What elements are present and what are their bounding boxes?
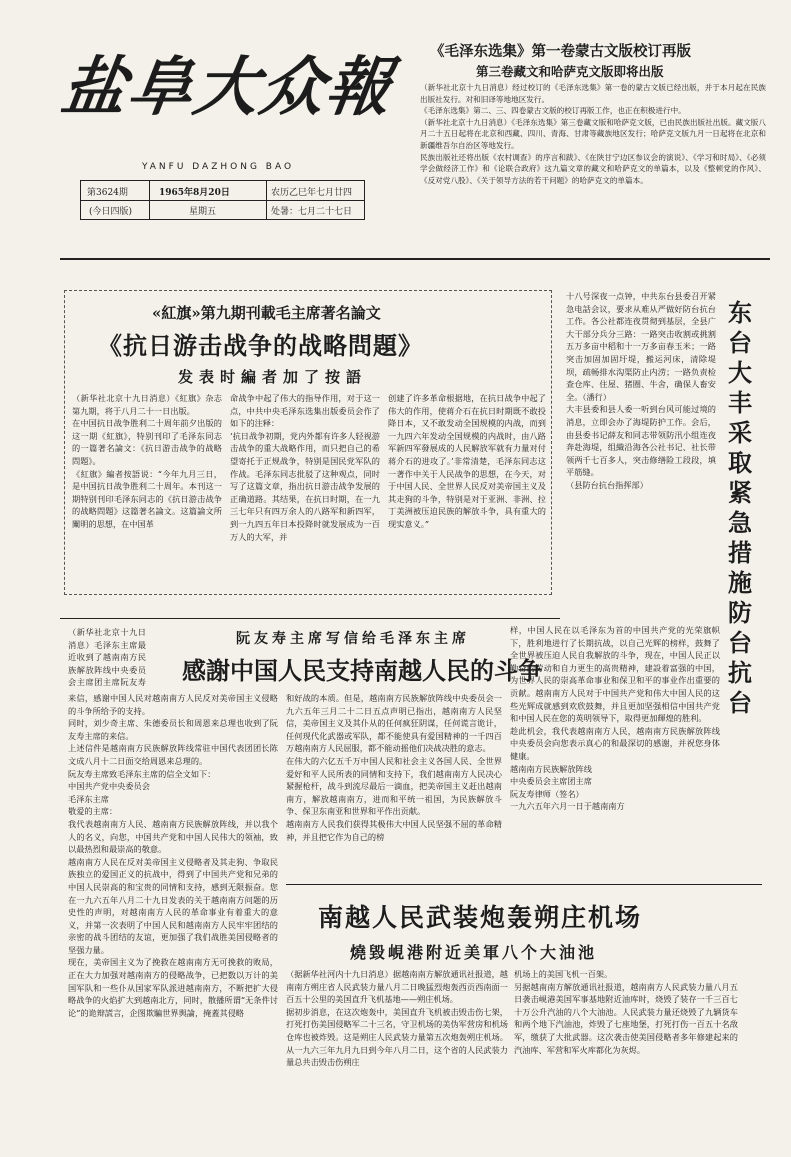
masthead-title: 盐阜大众報 (57, 50, 398, 125)
article-guerrilla-col3: 创建了许多革命根据地，在抗日战争中起了伟大的作用，使蒋介石在抗日时期既不敢投降日本，又不敢发动全国规模的内战，而到一九四六年发动全国规模的内战时，由八路军新四军發展成的人民解放军就有力量对付蒋介石的进攻了。’非常清楚，毛泽东同志这一著作中关于人民战争的思想，在今天，对于中国人民、全世界人民反对美帝国主义及其走狗的斗争，特别是对于亚洲、非洲、拉丁美洲被压迫民族的解放斗争，具有重大的现实意义。” (388, 393, 546, 529)
issue-number: 第3624期 (87, 188, 128, 198)
article-soc-trang-col1: （据新华社河内十九日消息）据越南南方解放通讯社报道，越南南方朔庄省人民武装力量八月二日晚猛烈炮轰西贡西南面一百五十公里的美国直升飞机基地——朔庄机场。 据初步消息，在这次炮轰中，美国直升飞机被击毁击伤七架，打死打伤美国侵略军二十三名，守卫机场的美伪军营房和机场仓库也被炸毁。这是朔庄人民武装力量第五次炮轰朔庄机场。从一九六三年九月九日到今年八月二日，这个省的人民武装力量总共击毁击伤朔庄 (286, 969, 508, 1068)
article-selected-works-body: （新华社北京十九日消息）经过校订的《毛泽东选集》第一卷的蒙古文版已经出版，并于本月起在民族出版社发行。对和旧译等地地区发行。 《毛泽东选集》第二、三、四卷蒙古文版的校订再版工作，也正在积极进行中。 （新华社北京十九日消息）《毛泽东选集》第三卷藏文版和哈萨克文版，已由民族出版社出版。藏文版八月二十五日起将在北京和西藏、四川、青海、甘肃等藏族地区发行；哈萨克文版九月一日起将在北京和新疆维吾尔自治区等地发行。 民族出版社还将出版《农村调查》的序言和跋》、《在陕甘宁边区参议会的演说》、《学习和时局》、《必须学会做经济工作》和《论联合政府》这九篇文章的藏文和哈萨克文的单篇本，以及《整顿党的作风》、《反对党八股》、《关于领导方法的若干问题》的哈萨克文的单篇本。 (420, 83, 766, 185)
article-thanks-col1: 来信，感谢中国人民对越南南方人民反对美帝国主义侵略的斗争所给予的支持。 同时，刘少奇主席、朱德委员长和周恩来总理也收到了阮友寿主席的来信。 上述信件是越南南方民族解放阵线常驻中国代表团团长陈文成八月十二日面交给周恩来总理的。 阮友寿主席致毛泽东主席的信全文如下： 中国共产党中央委员会 毛泽东主席 敬爱的主席： 我代表越南南方人民、越南南方民族解放阵线，并以我个人的名义，向您，中国共产党和中国人民伟大的领袖，致以最热烈和最崇高的敬意。 越南南方人民在反对美帝国主义侵略者及其走狗、争取民族独立的爱国正义的抗战中，得到了中国共产党和兄弟的中国人民崇高的和宝贵的同情和支持，感到无限振奋。您在一九六五年八月二十九日发表的关于越南南方问题的历史性的声明，对越南南方人民的革命事业有着重大的意义，并第一次表明了中国人民和越南南方人民牢牢团结的亲密的战斗团结的友谊，更加强了我们战胜美国侵略者的坚强力量。 现在，美帝国主义为了挽救在越南南方无可挽救的败局，正在大力加强对越南南方的侵略战争，已把数以万计的美国军队和一些仆从国家军队派进越南南方，不断把扩大侵略战争的火焰扩大到越南北方，同时，散播所谓“无条件讨论”的诡辩謊言，企图欺騙世界舆論，掩蓋其侵略 (68, 693, 278, 1018)
article-typhoon-body: 十八号深夜一点钟，中共东台县委召开紧急电話会议，要求从难从严做好防台抗台工作。各公社都连夜贯彻到基层，全县广大干部分兵分三路：一路突击收割或挑割五万多亩中稻和十一万多亩春玉米；一路突击加固加固圩堤，搬运河床，清除堤坝，疏畅排水沟渠防止内涝；一路负责检查仓库、住屋、猪圈、牛舍，确保人畜安全。（潘行） 大丰县委和县人委一听到台风可能过境的消息，立即会办了海堤防护工作。会后，由县委书记薛友和同志带领防汛小组连夜奔赴海堤，组織沿海各公社书记、社长带领两千七百多人，突击修缮险工段段，填平筋缝。 （县防台抗台指挥部） (566, 291, 716, 490)
masthead-pinyin: YANFU DAZHONG BAO (141, 162, 295, 172)
kicker-hongqi: «紅旗»第九期刊載毛主席著名論文 (152, 304, 381, 322)
headline-typhoon: 东台大丰采取紧急措施防台抗台 (728, 298, 752, 717)
lunar-date: 农历乙巳年七月廿四 (271, 188, 353, 198)
headline-guerrilla-war: 《抗日游击战争的战略問題》 (98, 331, 423, 360)
kicker-ruan-letter: 阮友寿主席写信给毛泽东主席 (236, 631, 470, 647)
solar-term: 处暑：七月二十七日 (271, 207, 353, 217)
subhead-da-nang-oil: 燒毀峴港附近美軍八个大油池 (350, 943, 598, 962)
headline-thanks-china: 感謝中国人民支持南越人民的斗争 (182, 656, 542, 685)
issue-box (80, 180, 365, 220)
article-soc-trang-col2: 机场上的美国飞机一百架。 另据越南南方解放通讯社报道，越南南方人民武装力量八月五日袭击峴港美国军事基地附近油库时，烧毁了装存一千三百七十万公升汽油的八个大油池。人民武装力量还烧毁了九辆货车和两个地下汽油池，炸毁了七座地堡，打死打伤一百五十名敌军，缴获了大批武器。这次袭击使美国侵略者多年修建起来的汽油库、军营和军火库都化为灰烬。 (514, 969, 738, 1055)
headline-mao-selected-works: 《毛泽东选集》第一卷蒙古文版校订再版 (430, 43, 691, 60)
weekday: 星期五 (189, 207, 217, 217)
article-guerrilla-col2: 命战争中起了伟大的指导作用，对于这一点，中共中央毛泽东选集出版委员会作了如下的注释： ‘抗日战争初期，党内外都有许多人轻视游击战争的重大战略作用，而只把自己的希望寄托于正规战争，特别是国民党军队的作战。毛泽东同志批驳了这种观点，同时写了这篇文章，指出抗日游击战争发展的正确道路。其结果，在抗日时期，在一九三七年只有四万余人的八路军和新四军，到一九四五年日本投降时就发展成为一百万人的大军，并 (230, 393, 380, 542)
subhead-editor-note: 发表时編者加了按語 (178, 368, 368, 386)
headline-soc-trang: 南越人民武装炮轰朔庄机场 (318, 903, 643, 932)
issue-date: 1965年8月20日 (159, 188, 230, 198)
article-thanks-col3: 样，中国人民在以毛泽东为首的中国共产党的光荣旗帜下，胜利地进行了长期抗战，以自己光辉的榜样，鼓舞了全世界被压迫人民自我解放的斗争，现在，中国人民正以勤奋的劳动和自力更生的高贵精神，建設着富强的中国，为世界人民的崇高革命事业和保卫和平的事业作出重要的贡献。越南南方人民对于中国共产党和伟大中国人民的这些光辉成就感到欢欣鼓舞，并且更加坚强相信中国共产党和中国人民在您的英明领导下，取得更加輝煌的胜利。 趁此机会，我代表越南南方人民，越南南方民族解放阵线中央委员会向您表示真心的和最深切的感谢，并祝您身体健康。 越南南方民族解放阵线 中央委员会主席团主席 阮友寿律师（签名） 一九六五年六月一日于越南南方 (510, 625, 720, 812)
page-count: (今日四版) (89, 207, 133, 217)
article-guerrilla-col1: （新华社北京十九日消息）《紅旗》杂志第九期，将于八月二十一日出版。 在中国抗日战争胜利二十周年前夕出版的这一期《紅旗》，特别刊印了毛泽东同志的一篇著名論文：《抗日游击战争的战略問題》。 《紅旗》編者按語说：“今年九月三日，是中国抗日战争胜利二十周年。本刊这一期特别刊印毛泽东同志的《抗日游击战争的战略問題》这篇著名論文。这篇論文所闡明的思想，在中国革 (72, 393, 222, 529)
article-thanks-col2: 和好战的本质。但是，越南南方民族解放阵线中央委员会一九六五年三月二十二日五点声明已指出，越南南方人民坚信，美帝国主义及其仆从的任何疯狂阴谋，任何谎言诡计，任何现代化武器或军队，都不能使具有爱国精神的一千四百万越南南方人民屈服，都不能动摇他们决战决胜的意志。 在伟大的六亿五千万中国人民和社会主义各国人民、全世界爱好和平人民所表的同情和支持下，我们越南南方人民决心紧握枪杆，战斗到流尽最后一滴血，把美帝国主义赶出越南南方，解放越南南方，进而和平统一祖国，为民族解放斗争、保卫东南亚和世界和平作出贡献。 越南南方人民我们获得其极伟大中国人民坚强不屈的革命精神，并且把它作为自己的榜 (286, 693, 502, 842)
subhead-tibetan-kazakh: 第三卷藏文和哈萨克文版即将出版 (476, 64, 664, 79)
article-thanks-intro: （新华社北京十九日消息）毛泽东主席最近收到了越南南方民族解放阵线中央委员会主席团主席阮友寿 (68, 627, 146, 688)
